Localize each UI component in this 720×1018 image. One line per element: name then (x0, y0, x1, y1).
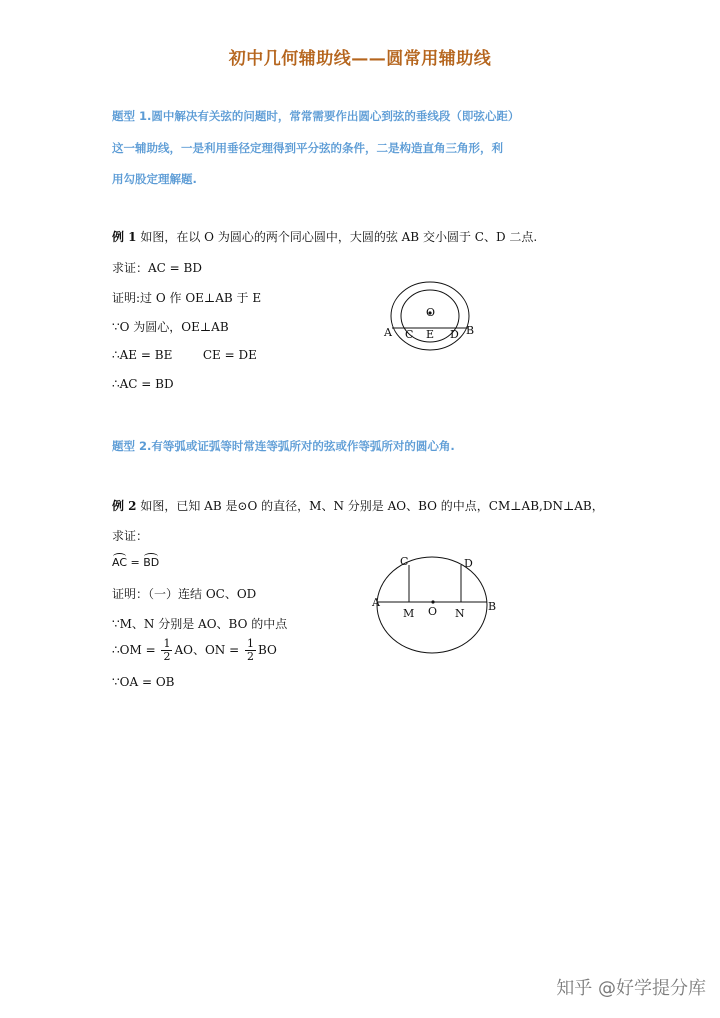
fraction-den-2: 2 (246, 650, 254, 663)
example2-prove-label: 求证： (112, 529, 149, 543)
fig2-label-n: N (455, 607, 465, 620)
arc-equals: = (127, 556, 144, 569)
fig2-label-b: B (488, 600, 497, 613)
fraction-half-1 (161, 638, 172, 663)
fig1-label-b: B (466, 324, 475, 337)
zhihu-watermark: 知乎 @好学提分库 (556, 978, 706, 999)
example1-proof-1: 证明:过 O 作 OE⊥AB 于 E (112, 291, 262, 305)
topic1-line-1: 题型 1.圆中解决有关弦的问题时，常常需要作出圆心到弦的垂线段（即弦心距） (112, 109, 520, 123)
example1-proof-3: ∴AE = BE CE = DE (112, 348, 257, 362)
fig1-label-c: C (405, 328, 414, 341)
example2-proof-1: 证明：（一）连结 OC、OD (112, 587, 257, 601)
topic2-text: 题型 2.有等弧或证弧等时常连等弧所对的弦或作等弧所对的圆心角. (112, 439, 455, 453)
example1-prove: 求证：AC = BD (112, 261, 202, 275)
om-left: ∴OM = (112, 643, 160, 657)
figure-concentric-circles (380, 278, 490, 358)
fraction-half-2 (245, 638, 256, 663)
example2-prove-arcs (112, 553, 159, 569)
fig1-label-e: E (426, 328, 435, 341)
fig1-label-d: D (450, 328, 459, 341)
example1-proof-2: ∵O 为圆心，OE⊥AB (112, 320, 229, 334)
fig2-label-m: M (403, 607, 415, 620)
topic1-line-2: 这一辅助线，一是利用垂径定理得到平分弦的条件，二是构造直角三角形，利 (112, 141, 503, 155)
on-right: BO (257, 643, 277, 657)
fraction-num-1: 1 (163, 637, 171, 650)
example1-statement: 如图，在以 O 为圆心的两个同心圆中，大圆的弦 AB 交小圆于 C、D 二点. (140, 230, 538, 244)
fig1-label-o: O (426, 306, 436, 319)
example2-proof-2: ∵M、N 分别是 AO、BO 的中点 (112, 617, 288, 631)
fraction-num-2: 1 (246, 637, 254, 650)
page-title: 初中几何辅助线——圆常用辅助线 (228, 49, 492, 69)
example2-proof-4: ∵OA = OB (112, 675, 175, 689)
example2-statement-line (112, 497, 604, 514)
fig2-label-a: A (372, 596, 380, 609)
fig2-label-d: D (464, 557, 473, 570)
om-right: AO、ON = (174, 643, 243, 657)
example2-label: 例 2 (112, 499, 137, 513)
example1-label: 例 1 (112, 230, 137, 244)
example1-statement-line (112, 228, 537, 245)
fig2-label-c: C (400, 555, 409, 568)
example2-proof-3 (112, 638, 277, 663)
example1-proof-4: ∴AC = BD (112, 377, 174, 391)
fig1-label-a: A (384, 326, 392, 339)
fig2-label-o: O (428, 605, 438, 618)
example2-statement: 如图，已知 AB 是⊙O 的直径，M、N 分别是 AO、BO 的中点，CM⊥AB,DN⊥AB， (140, 499, 604, 513)
arc-ac: AC (112, 553, 127, 569)
topic1-line-3: 用勾股定理解题. (112, 172, 197, 186)
fraction-den-1: 2 (163, 650, 171, 663)
figure-circle-diameter (370, 553, 510, 663)
center-point-2 (431, 600, 434, 603)
arc-bd: BD (143, 553, 159, 569)
